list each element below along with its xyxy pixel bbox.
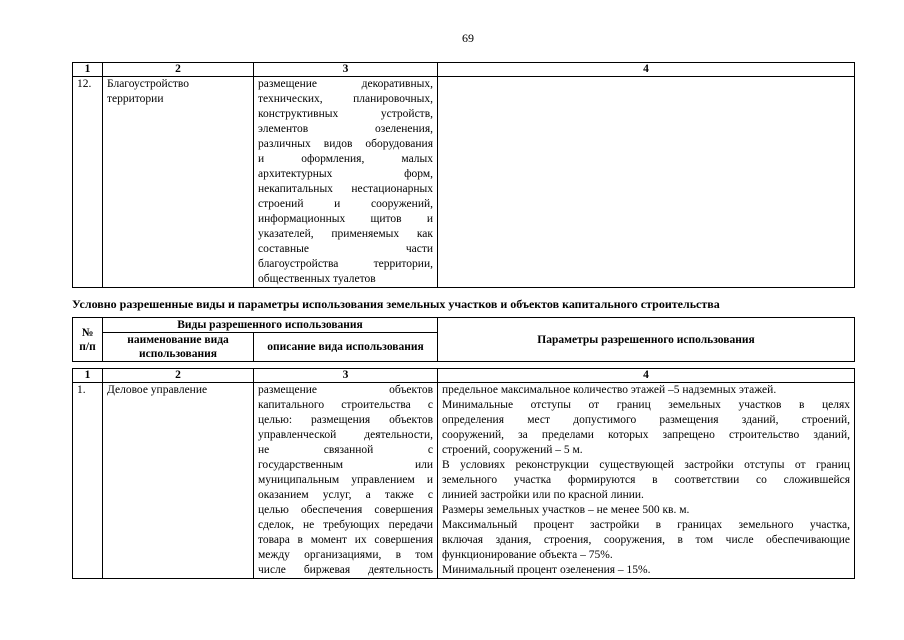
desc-line: архитектурных форм, [258,168,433,180]
use-name-line: территории [107,93,164,105]
section-title: Условно разрешенные виды и параметры использования земельных участков и объектов капитального строительства [72,297,720,311]
col-num-2: 2 [103,63,254,77]
desc-line: различных видов оборудования [258,138,433,150]
desc-line: управленческой деятельности, [258,429,433,441]
use-description-cell [254,77,438,288]
param-line: Минимальный процент озеленения – 15%. [442,564,651,576]
desc-line: капитального строительства с [258,399,433,411]
desc-line: размещение объектов [258,384,433,396]
desc-line: сделок, не требующих передачи [258,519,433,531]
desc-line: муниципальным управлением и [258,474,433,486]
param-line: В условиях реконструкции существующей застройки отступы от границ [442,459,850,471]
desc-line: целью обеспечения совершения [258,504,433,516]
desc-line: элементов озеленения, [258,123,433,135]
col-num-4: 4 [438,63,855,77]
col-num-3: 3 [254,63,438,77]
use-name-cell [103,77,254,288]
table-row [73,383,855,579]
desc-line: не связанной с [258,444,433,456]
col-num-1: 1 [73,369,103,383]
desc-line: благоустройства территории, [258,258,433,270]
param-line: включая здания, строения, сооружения, в том числе обеспечивающие [442,534,850,546]
table-conditional-uses [72,368,855,579]
params-cell [438,383,855,579]
desc-line: составные части [258,243,433,255]
column-number-row [73,369,855,383]
desc-line: между организациями, в том [258,549,433,561]
desc-line: целью: размещения объектов [258,414,433,426]
desc-line: конструктивных устройств, [258,108,433,120]
num-header: № п/п [73,318,103,362]
param-line: сооружений, за пределами которых запрещено строительство зданий, [442,429,850,441]
param-line: функционирование объекта – 75%. [442,549,613,561]
column-number-row [73,63,855,77]
desc-line: общественных туалетов [258,273,376,285]
desc-line: товара в момент их совершения [258,534,433,546]
desc-line: строений и сооружений, [258,198,433,210]
params-cell [438,77,855,288]
table-header-conditional-uses [72,317,855,362]
table-land-use-continued [72,62,855,288]
use-description-cell [254,383,438,579]
desc-line: числе биржевая деятельность [258,564,433,576]
desc-line: указателей, применяемых как [258,228,433,240]
desc-line: информационных щитов и [258,213,433,225]
param-line: строений, сооружений – 5 м. [442,444,583,456]
use-name-line: Благоустройство [107,78,189,90]
name-header: наименование вида использования [103,333,254,362]
param-line: земельного участка формируются в соответствии со сложившейся [442,474,850,486]
param-line: Минимальные отступы от границ земельных участков в целях [442,399,850,411]
page-number: 69 [462,31,474,45]
desc-header: описание вида использования [254,333,438,362]
col-num-3: 3 [254,369,438,383]
desc-line: государственным или [258,459,433,471]
params-header: Параметры разрешенного использования [438,318,855,362]
col-num-2: 2 [103,369,254,383]
group-header: Виды разрешенного использования [103,318,438,333]
row-number: 1. [73,383,103,579]
param-line: Максимальный процент застройки в границах земельного участка, [442,519,850,531]
desc-line: технических, планировочных, [258,93,433,105]
desc-line: оказанием услуг, а также с [258,489,433,501]
use-name-cell: Деловое управление [103,383,254,579]
table-row [73,77,855,288]
param-line: предельное максимальное количество этажей –5 надземных этажей. [442,384,777,396]
col-num-1: 1 [73,63,103,77]
row-number: 12. [73,77,103,288]
param-line: линией застройки или по красной линии. [442,489,644,501]
desc-line: некапитальных нестационарных [258,183,433,195]
desc-line: и оформления, малых [258,153,433,165]
param-line: Размеры земельных участков – не менее 500 кв. м. [442,504,690,516]
desc-line: размещение декоративных, [258,78,433,90]
col-num-4: 4 [438,369,855,383]
param-line: определения мест допустимого размещения зданий, строений, [442,414,850,426]
